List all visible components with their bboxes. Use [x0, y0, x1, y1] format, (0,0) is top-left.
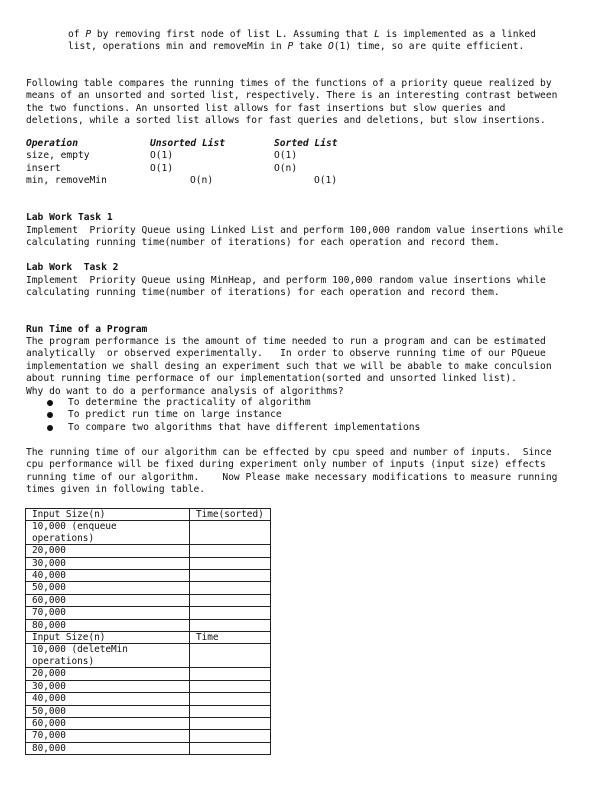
complexity-header-operation: Operation — [26, 138, 78, 149]
complexity-sorted: O(n) — [274, 162, 298, 174]
time-cell[interactable] — [190, 705, 271, 717]
table-row — [26, 607, 271, 619]
enqueue-header-time: Time(sorted) — [190, 509, 271, 521]
complexity-unsorted: O(n) — [190, 175, 214, 187]
time-cell[interactable] — [190, 582, 271, 594]
complexity-table — [26, 138, 546, 188]
table-row — [26, 668, 271, 680]
task2-title: Lab Work Task 2 — [26, 262, 119, 273]
runtime-body: The program performance is the amount of time needed to run a program and can be estimated analytically or observed experimentally. In order to observe running time of our PQueue implementation we shall desing an experiment such that we will be abable to make conculsion about running time performace of our implementation(sorted and unsorted linked list). Why do want to do a performance analysis of algorithms? — [26, 336, 552, 397]
time-cell[interactable] — [190, 570, 271, 582]
table-row — [26, 521, 271, 545]
complexity-header-row — [26, 138, 546, 150]
table-row — [26, 545, 271, 557]
table-row — [26, 742, 271, 754]
list-item: To compare two algorithms that have different implementations — [26, 422, 420, 434]
runtime-closing: The running time of our algorithm can be effected by cpu speed and number of inputs. Since cpu performance will be fixed during experiment only number of inputs (input size) effects running time of our algorithm. Now Please make necessary modifications to measure running times given in following table. — [26, 447, 564, 496]
input-size-cell: 10,000 (deleteMin operations) — [26, 644, 190, 668]
input-size-cell: 60,000 — [26, 717, 190, 729]
table-row — [26, 693, 271, 705]
table-row — [26, 509, 271, 521]
table-row — [26, 717, 271, 729]
list-item: To predict run time on large instance — [26, 409, 420, 421]
task2-body: Implement Priority Queue using MinHeap, and perform 100,000 random value insertions while calculating running time(number of iterations) for each operation and record them. — [26, 275, 552, 299]
time-cell[interactable] — [190, 619, 271, 631]
time-cell[interactable] — [190, 607, 271, 619]
enqueue-header-size: Input Size(n) — [26, 509, 190, 521]
time-cell[interactable] — [190, 680, 271, 692]
time-cell[interactable] — [190, 730, 271, 742]
table-row — [26, 619, 271, 631]
time-cell[interactable] — [190, 717, 271, 729]
input-size-cell: 10,000 (enqueue operations) — [26, 521, 190, 545]
complexity-op: insert — [26, 162, 61, 174]
input-size-cell: 70,000 — [26, 730, 190, 742]
time-cell[interactable] — [190, 644, 271, 668]
input-size-cell: 80,000 — [26, 619, 190, 631]
complexity-sorted: O(1) — [314, 175, 338, 187]
complexity-header-unsorted: Unsorted List — [150, 138, 226, 149]
input-size-cell: 20,000 — [26, 545, 190, 557]
table-row — [26, 680, 271, 692]
table-row — [26, 632, 271, 644]
time-cell[interactable] — [190, 594, 271, 606]
time-cell[interactable] — [190, 521, 271, 545]
intro-continuation: of P by removing first node of list L. Assuming that L is implemented as a linked list, operations min and removeMin in P take O(1) time, so are quite efficient. — [68, 29, 536, 53]
complexity-op: size, empty — [26, 150, 90, 162]
complexity-unsorted: O(1) — [150, 162, 174, 174]
input-size-cell: 40,000 — [26, 570, 190, 582]
input-size-cell: 60,000 — [26, 594, 190, 606]
time-cell[interactable] — [190, 545, 271, 557]
time-cell[interactable] — [190, 693, 271, 705]
time-cell[interactable] — [190, 557, 271, 569]
delete-header-size: Input Size(n) — [26, 632, 190, 644]
runtime-measurement-table — [25, 508, 271, 755]
task1-body: Implement Priority Queue using Linked List and perform 100,000 random value insertions while calculating running time(number of iterations) for each operation and record them. — [26, 225, 569, 249]
table-row — [26, 594, 271, 606]
complexity-row — [26, 163, 546, 175]
complexity-unsorted: O(1) — [150, 150, 174, 162]
table-row — [26, 730, 271, 742]
input-size-cell: 80,000 — [26, 742, 190, 754]
time-cell[interactable] — [190, 668, 271, 680]
table-row — [26, 705, 271, 717]
time-cell[interactable] — [190, 742, 271, 754]
input-size-cell: 30,000 — [26, 680, 190, 692]
complexity-sorted: O(1) — [274, 150, 298, 162]
task1-title: Lab Work Task 1 — [26, 212, 113, 223]
input-size-cell: 50,000 — [26, 705, 190, 717]
table-row — [26, 570, 271, 582]
complexity-row — [26, 175, 546, 187]
input-size-cell: 50,000 — [26, 582, 190, 594]
list-item: To determine the practicality of algorithm — [26, 397, 420, 409]
table-row — [26, 557, 271, 569]
input-size-cell: 20,000 — [26, 668, 190, 680]
runtime-title: Run Time of a Program — [26, 324, 148, 335]
table-row — [26, 582, 271, 594]
delete-header-time: Time — [190, 632, 271, 644]
table-row — [26, 644, 271, 668]
complexity-row — [26, 150, 546, 162]
input-size-cell: 40,000 — [26, 693, 190, 705]
input-size-cell: 30,000 — [26, 557, 190, 569]
purpose-list — [26, 397, 420, 434]
input-size-cell: 70,000 — [26, 607, 190, 619]
complexity-op: min, removeMin — [26, 175, 107, 187]
complexity-header-sorted: Sorted List — [274, 138, 338, 149]
comparison-paragraph: Following table compares the running times of the functions of a priority queue realized by means of an unsorted and sorted list, respectively. There is an interesting contrast between the two functions. An unsorted list allows for fast insertions but slow queries and deletions, while a sorted list allows for fast queries and deletions, but slow insertions. — [26, 78, 564, 127]
